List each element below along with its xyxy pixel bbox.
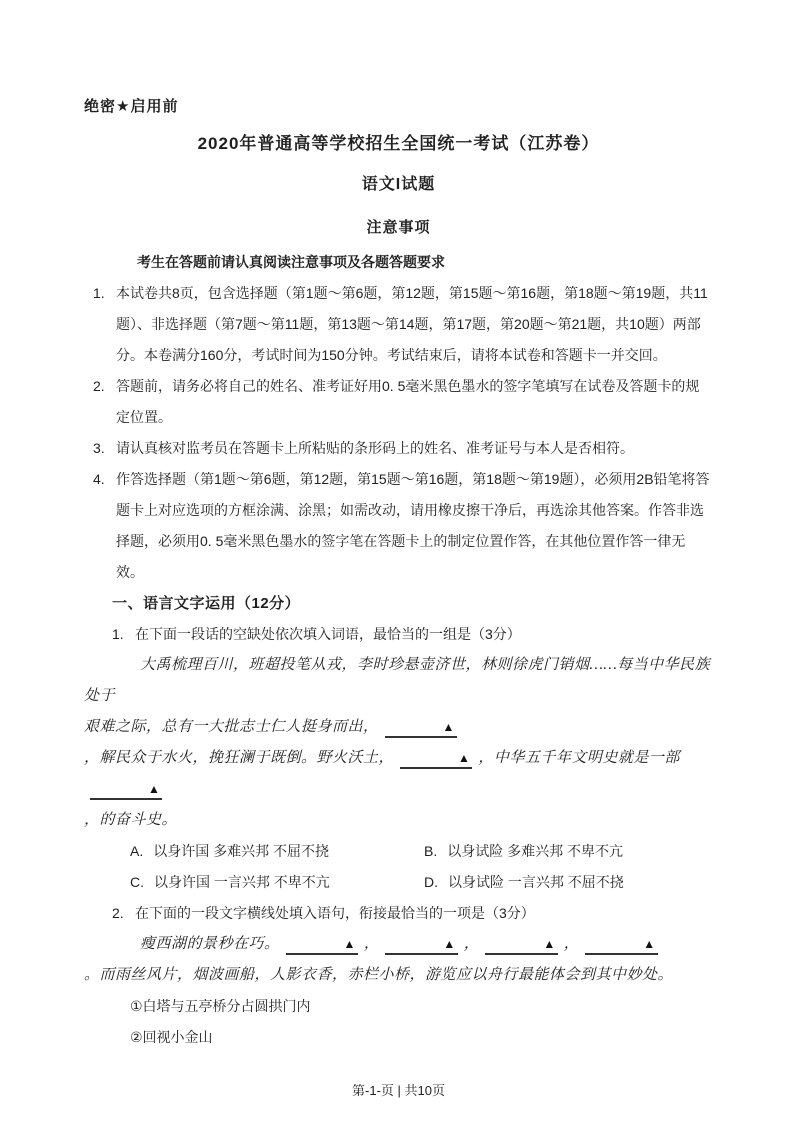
notice-item-number: 1. bbox=[93, 285, 105, 301]
question-stem-text: 在下面的一段文字横线处填入语句，衔接最恰当的一项是（3分） bbox=[135, 905, 535, 921]
numbered-sentence-1: ①白塔与五亭桥分占圆拱门内 bbox=[130, 998, 311, 1014]
question-2-passage bbox=[84, 929, 713, 991]
passage-text: ， bbox=[363, 936, 380, 952]
answer-blank: ▲ bbox=[385, 720, 457, 738]
option-text: 以身许国 一言兴邦 不卑不亢 bbox=[154, 874, 330, 890]
option-b bbox=[424, 836, 713, 867]
answer-blank: ▲ bbox=[485, 937, 557, 955]
answer-blank: ▲ bbox=[400, 751, 472, 769]
option-text: 以身许国 多难兴邦 不屈不挠 bbox=[153, 843, 330, 859]
question-1-options bbox=[130, 836, 713, 898]
notice-item-1 bbox=[93, 278, 713, 371]
passage-text: 大禹梳理百川，班超投笔从戎，李时珍悬壶济世，林则徐虎门销烟……每当中华民族处于 bbox=[84, 657, 711, 704]
question-1 bbox=[84, 619, 713, 898]
page-footer: 第-1-页 | 共10页 bbox=[352, 1083, 445, 1098]
passage-text: ，解民众于水火，挽狂澜于既倒。野火沃土， bbox=[84, 750, 395, 766]
answer-blank: ▲ bbox=[286, 937, 358, 955]
question-1-stem bbox=[112, 619, 713, 650]
notice-item-3 bbox=[93, 433, 713, 464]
question-2-items bbox=[130, 991, 713, 1053]
answer-blank: ▲ bbox=[385, 937, 457, 955]
question-2 bbox=[84, 898, 713, 1053]
option-label: D. bbox=[424, 874, 438, 890]
notice-item-number: 2. bbox=[93, 378, 105, 394]
passage-text: ，中华五千年文明史就是一部 bbox=[478, 750, 680, 766]
option-a bbox=[130, 836, 424, 867]
question-number: 2. bbox=[112, 905, 124, 921]
question-2-stem bbox=[112, 898, 713, 929]
classification-label: 绝密★启用前 bbox=[84, 98, 179, 115]
notice-list bbox=[93, 278, 713, 588]
notice-item-number: 3. bbox=[93, 440, 105, 456]
section-heading: 一、语言文字运用（12分） bbox=[112, 595, 301, 612]
notice-item-2 bbox=[93, 371, 713, 433]
option-c bbox=[130, 867, 424, 898]
numbered-sentence-2: ②回视小金山 bbox=[130, 1029, 213, 1045]
answer-blank: ▲ bbox=[585, 937, 657, 955]
passage-text: ， bbox=[563, 936, 580, 952]
notice-intro: 考生在答题前请认真阅读注意事项及各题答题要求 bbox=[137, 254, 445, 270]
notice-heading: 注意事项 bbox=[366, 219, 431, 236]
notice-item-number: 4. bbox=[93, 471, 105, 487]
passage-text: 艰难之际，总有一大批志士仁人挺身而出， bbox=[84, 719, 379, 735]
answer-blank: ▲ bbox=[90, 782, 162, 800]
exam-subtitle: 语文I试题 bbox=[361, 176, 436, 193]
passage-text: ，的奋斗史。 bbox=[84, 812, 178, 828]
passage-text: ， bbox=[463, 936, 480, 952]
option-text: 以身试险 一言兴邦 不屈不挠 bbox=[448, 874, 624, 890]
notice-item-text: 本试卷共8页，包含选择题（第1题～第6题，第12题，第15题～第16题，第18题～第19题，共11题）、非选择题（第7题～第11题，第13题～第14题，第17题，第20题～第21题，共10题）两部分。本卷满分160分，考试时间为150分钟。考试结束后，请将本试卷和答题卡一并交回。 bbox=[116, 285, 708, 363]
option-label: B. bbox=[424, 843, 438, 859]
notice-item-4 bbox=[93, 464, 713, 588]
notice-item-text: 作答选择题（第1题～第6题，第12题，第15题～第16题，第18题～第19题），必须用2B铅笔将答题卡上对应选项的方框涂满、涂黑；如需改动，请用橡皮擦干净后，再选涂其他答案。作答非选择题，必须用0. 5毫米黑色墨水的签字笔在答题卡上的制定位置作答，在其他位置作答一律无效。 bbox=[116, 471, 710, 580]
exam-title: 2020年普通高等学校招生全国统一考试（江苏卷） bbox=[197, 134, 600, 153]
notice-item-text: 答题前，请务必将自己的姓名、准考证好用0. 5毫米黑色墨水的签字笔填写在试卷及答题卡的规定位置。 bbox=[116, 378, 700, 425]
question-1-passage bbox=[84, 650, 713, 836]
option-label: A. bbox=[130, 843, 144, 859]
notice-item-text: 请认真核对监考员在答题卡上所粘贴的条形码上的姓名、准考证号与本人是否相符。 bbox=[116, 440, 634, 456]
passage-text: 。而雨丝风片，烟波画船，人影衣香，赤栏小桥，游览应以舟行最能体会到其中妙处。 bbox=[84, 967, 674, 983]
option-d bbox=[424, 867, 713, 898]
passage-text: 瘦西湖的景秒在巧。 bbox=[140, 936, 280, 952]
option-text: 以身试险 多难兴邦 不卑不亢 bbox=[447, 843, 624, 859]
question-stem-text: 在下面一段话的空缺处依次填入词语，最恰当的一组是（3分） bbox=[135, 626, 521, 642]
question-number: 1. bbox=[112, 626, 124, 642]
option-label: C. bbox=[130, 874, 144, 890]
